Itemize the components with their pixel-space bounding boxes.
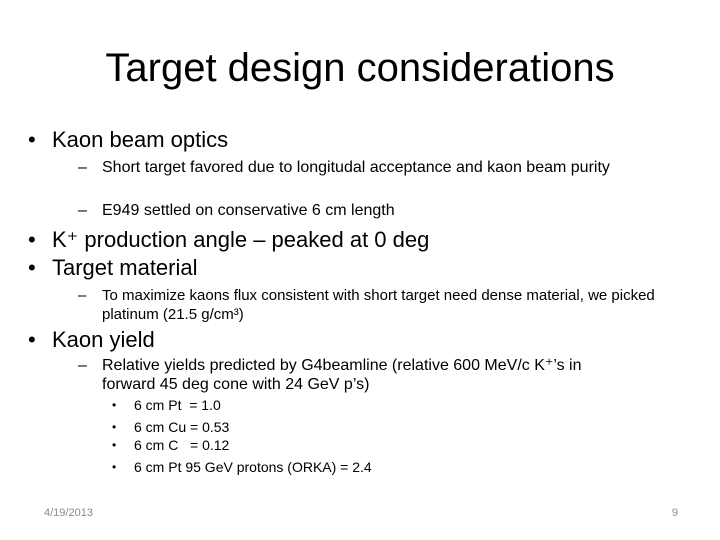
bullet-marker: • xyxy=(28,227,36,252)
slide-title: Target design considerations xyxy=(105,46,615,90)
yield-text: 6 cm C = 0.12 xyxy=(134,437,230,453)
bullet-text: Kaon yield xyxy=(52,327,155,352)
sub-bullet-text: Relative yields predicted by G4beamline (relative 600 MeV/c K⁺’s in forward 45 deg cone with 24 GeV p’s) xyxy=(102,357,582,393)
yield-text: 6 cm Pt = 1.0 xyxy=(134,397,221,413)
sub-bullet-text: To maximize kaons flux consistent with short target need dense material, we picked platinum (21.5 g/cm³) xyxy=(102,287,655,323)
sub-bullet-dense-material xyxy=(78,286,678,324)
bullet-text: K⁺ production angle – peaked at 0 deg xyxy=(52,227,430,252)
page-number: 9 xyxy=(671,507,678,519)
yield-item-pt xyxy=(112,394,221,416)
bullet-target-material xyxy=(28,254,198,282)
sub-bullet-short-target xyxy=(78,158,658,177)
bullet-marker: • xyxy=(28,327,36,352)
footer-date: 4/19/2013 xyxy=(44,507,93,519)
dash-marker: – xyxy=(78,202,87,219)
yield-item-pt-95gev xyxy=(112,456,372,478)
bullet-marker: • xyxy=(112,398,117,412)
bullet-marker: • xyxy=(112,460,117,474)
sub-bullet-relative-yields xyxy=(78,356,638,394)
yield-text: 6 cm Cu = 0.53 xyxy=(134,419,230,435)
bullet-marker: • xyxy=(28,127,36,152)
bullet-production-angle xyxy=(28,226,429,254)
dash-marker: – xyxy=(78,357,87,374)
sub-bullet-text: Short target favored due to longitudal acceptance and kaon beam purity xyxy=(102,159,610,176)
sub-bullet-text: E949 settled on conservative 6 cm length xyxy=(102,202,395,219)
bullet-text: Kaon beam optics xyxy=(52,127,229,152)
yield-text: 6 cm Pt 95 GeV protons (ORKA) = 2.4 xyxy=(134,459,372,475)
bullet-marker: • xyxy=(112,420,117,434)
bullet-text: Target material xyxy=(52,255,198,280)
sub-bullet-e949 xyxy=(78,201,395,220)
dash-marker: – xyxy=(78,287,87,304)
yield-item-c xyxy=(112,434,229,456)
bullet-marker: • xyxy=(112,438,117,452)
dash-marker: – xyxy=(78,159,87,176)
bullet-kaon-yield xyxy=(28,326,155,354)
bullet-kaon-beam-optics xyxy=(28,126,228,154)
bullet-marker: • xyxy=(28,255,36,280)
